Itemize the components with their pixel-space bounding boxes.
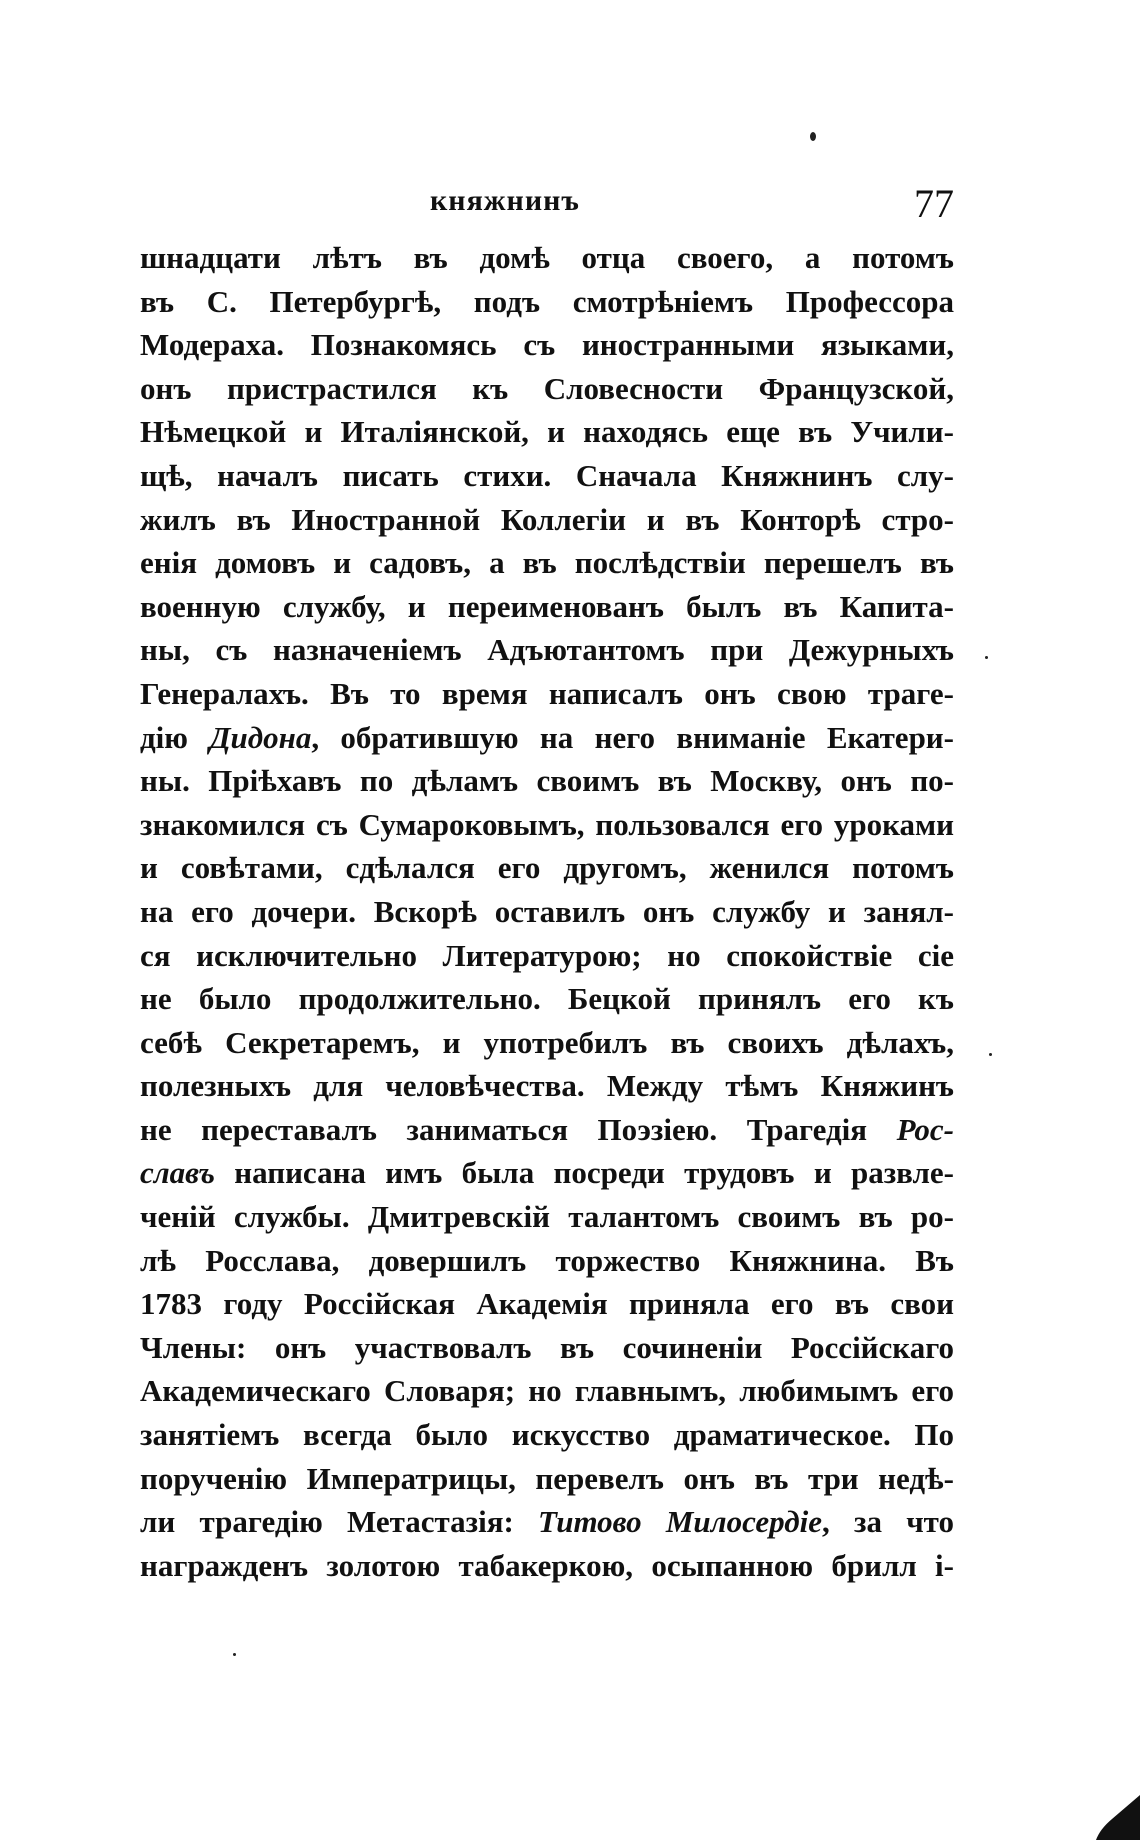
ink-speck (233, 1653, 236, 1656)
italic-title: Дидона (209, 719, 312, 755)
line-segment: , обратившую на него вниманіе Екатери- (311, 719, 954, 755)
page-header (140, 180, 954, 230)
line-segment: , за что (822, 1504, 954, 1540)
text-line: ны, съ назначеніемъ Адъютантомъ при Дежурныхъ (140, 632, 954, 668)
text-line (140, 716, 954, 760)
text-line: лѣ Росслава, довершилъ торжество Княжнина. Въ (140, 1242, 954, 1278)
text-line: порученію Императрицы, перевелъ онъ въ три недѣ- (140, 1460, 954, 1496)
line-segment: написана имъ была посреди трудовъ и развле- (214, 1155, 954, 1191)
text-line: полезныхъ для человѣчества. Между тѣмъ Княжинъ (140, 1068, 954, 1104)
text-line: знакомился съ Сумароковымъ, пользовался его уроками (140, 806, 954, 842)
text-line: жилъ въ Иностранной Коллегіи и въ Конторѣ стро- (140, 501, 954, 537)
text-line: себѣ Секретаремъ, и употребилъ въ своихъ дѣлахъ, (140, 1024, 954, 1060)
text-line (140, 1151, 954, 1195)
text-line: военную службу, и переименованъ былъ въ Капита- (140, 588, 954, 624)
page-corner-shadow (1090, 1795, 1140, 1840)
text-line: Нѣмецкой и Италіянской, и находясь еще въ Учили- (140, 414, 954, 450)
page-number: 77 (914, 181, 954, 226)
running-head: княжнинъ (430, 184, 580, 217)
ink-speck (810, 132, 816, 141)
text-line: въ С. Петербургѣ, подъ смотрѣніемъ Профессора (140, 283, 954, 319)
text-line: Академическаго Словаря; но главнымъ, любимымъ его (140, 1373, 954, 1409)
text-line: ся исключительно Литературою; но спокойствіе сіе (140, 937, 954, 973)
line-segment: не переставалъ заниматься Поэзіею. Трагедія (140, 1111, 897, 1147)
text-line (140, 1108, 954, 1152)
text-line (140, 1500, 954, 1544)
body-text (140, 236, 954, 1587)
text-line: щѣ, началъ писать стихи. Сначала Княжнинъ слу- (140, 457, 954, 493)
italic-title: Титово Милосердіе (538, 1504, 823, 1540)
text-line: ченій службы. Дмитревскій талантомъ своимъ въ ро- (140, 1199, 954, 1235)
text-line: 1783 году Россійская Академія приняла его въ свои (140, 1286, 954, 1322)
text-line: Генералахъ. Въ то время написалъ онъ свою траге- (140, 675, 954, 711)
text-line: Члены: онъ участвовалъ въ сочиненіи Россійскаго (140, 1329, 954, 1365)
text-line: на его дочери. Вскорѣ оставилъ онъ службу и занял- (140, 893, 954, 929)
text-line: ны. Пріѣхавъ по дѣламъ своимъ въ Москву, онъ по- (140, 763, 954, 799)
italic-title: Рос- (896, 1111, 954, 1147)
text-line: шнадцати лѣтъ въ домѣ отца своего, а потомъ (140, 240, 954, 275)
text-line: и совѣтами, сдѣлался его другомъ, женился потомъ (140, 850, 954, 886)
text-line: награжденъ золотою табакеркою, осыпанною брилл і- (140, 1547, 954, 1583)
line-segment: ли трагедію Метастазія: (140, 1504, 539, 1540)
text-line: онъ пристрастился къ Словесности Французской, (140, 370, 954, 406)
text-line: не было продолжительно. Бецкой принялъ его къ (140, 981, 954, 1017)
text-line: занятіемъ всегда было искусство драматическое. По (140, 1417, 954, 1453)
italic-title: славъ (140, 1155, 215, 1191)
ink-speck (985, 656, 988, 659)
text-line: Модераха. Познакомясь съ иностранными языками, (140, 327, 954, 363)
ink-speck (989, 1053, 992, 1056)
text-line: енія домовъ и садовъ, а въ послѣдствіи перешелъ въ (140, 545, 954, 581)
line-segment: дію (140, 719, 210, 755)
